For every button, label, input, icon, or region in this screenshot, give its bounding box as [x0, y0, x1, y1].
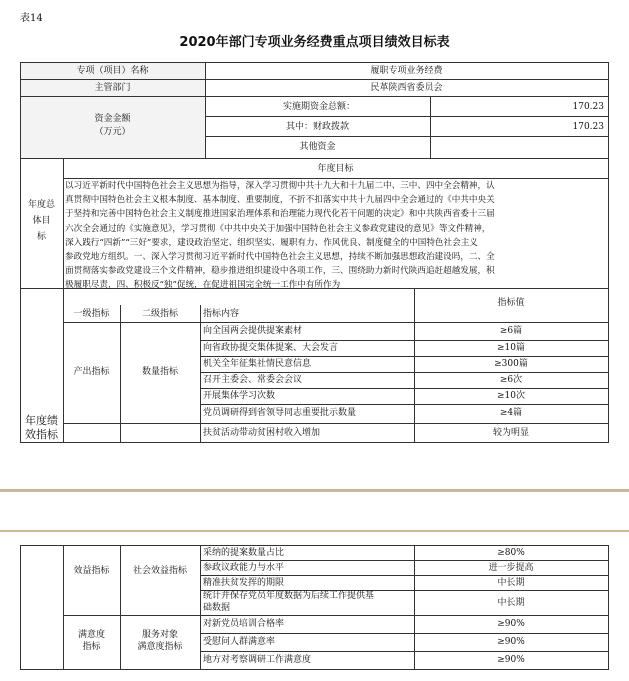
indicator-value: ≥90% — [497, 655, 525, 665]
service-satisfaction-label: 服务对象 满意度指标 — [137, 630, 183, 652]
indicator-content: 机关全年征集社情民意信息 — [203, 359, 312, 369]
fund-fiscal-label: 其中：财政拨款 — [285, 122, 349, 132]
indicator-content: 向全国两会提供提案素材 — [203, 326, 303, 336]
indicator-content: 受慰问人群满意率 — [203, 637, 276, 647]
indicator-value: ≥80% — [497, 548, 525, 558]
indicator-content: 地方对考察调研工作满意度 — [203, 655, 312, 665]
fund-total-value: 170.23 — [572, 102, 604, 112]
indicator-value: ≥90% — [497, 619, 525, 629]
indicator-value: ≥10次 — [497, 391, 525, 401]
annual-goal-side-label: 年度总 体目 标 — [27, 200, 55, 242]
benefit-indicator-label: 效益指标 — [73, 566, 110, 576]
indicator-content: 开展集体学习次数 — [203, 391, 276, 401]
indicator-value: ≥10篇 — [497, 343, 525, 353]
satisfaction-indicator-label: 满意度 指标 — [77, 630, 105, 652]
dept-label: 主管部门 — [94, 83, 131, 93]
indicator-value: 进一步提高 — [488, 563, 534, 573]
indicator-content: 采纳的提案数量占比 — [203, 548, 285, 558]
indicator-value: ≥6次 — [499, 375, 523, 385]
page-title: 2020年部门专项业务经费重点项目绩效目标表 — [179, 35, 450, 50]
indicator-content: 向省政协提交集体提案、大会发言 — [203, 343, 339, 353]
col-header-level2: 二级指标 — [141, 309, 178, 319]
fund-label: 资金金额 — [94, 114, 131, 124]
indicator-content: 扶贫活动带动贫困村收入增加 — [203, 428, 321, 438]
dept-value: 民革陕西省委员会 — [370, 83, 443, 93]
project-name-label: 专项（项目）名称 — [76, 66, 149, 76]
fund-fiscal-value: 170.23 — [572, 122, 604, 132]
table-number: 表14 — [20, 13, 43, 24]
page-break-rule — [0, 489, 629, 492]
project-name-value: 履职专项业务经费 — [370, 66, 443, 76]
page-break-rule — [0, 530, 629, 532]
indicator-value: ≥4篇 — [499, 408, 523, 418]
fund-other-label: 其他资金 — [299, 142, 336, 152]
indicator-value: 中长期 — [497, 578, 525, 588]
indicator-content: 参政议政能力与水平 — [203, 563, 285, 573]
col-header-value: 指标值 — [497, 298, 525, 308]
annual-goal-text: 以习近平新时代中国特色社会主义思想为指导，深入学习贯彻中共十九大和十九届二中、三中、四中全会精神，认 真贯彻中国特色社会主义根本制度、基本制度、重要制度，不折不扣落实中共十九届四中全会通过的《中共中央关 于坚持和完善中国特色社会主义制度推进国家治理体系和治理能力现代化若干问题的决定》和中共陕西省委十三届 六次全会通过的《实施意见》，学习贯彻《中共中央关于加强中国特色社会主义参政党建设的意见》等文件精神， 深入践行“四新”“三好”要求，建设政治坚定、组织坚实、履职有力、作风优良、制度健全的中国特色社会主义 参政党地方组织。一、深入学习贯彻习近平新时代中国特色社会主义思想，持续不断加强思想政治建设吗，二、全 面贯彻落实参政党建设三个文件精神，稳步推进组织建设中各项工作，三、围绕助力新时代陕西追赶超越发展，积 极履职尽责，四、积极反“独”促统，在促进祖国完全统一工作中有所作为 — [65, 181, 495, 291]
quantity-indicator-label: 数量指标 — [141, 367, 178, 377]
fund-unit-label: （万元） — [94, 127, 131, 137]
social-benefit-label: 社会效益指标 — [132, 566, 187, 576]
indicator-value: ≥300篇 — [494, 359, 528, 369]
output-indicator-label: 产出指标 — [73, 367, 110, 377]
indicator-content: 对新党员培训合格率 — [203, 619, 285, 629]
indicators-side-label: 年度绩 效指标 — [25, 414, 58, 441]
indicator-value: ≥90% — [497, 637, 525, 647]
fund-total-label: 实施期资金总额： — [282, 102, 355, 112]
indicator-value: ≥6篇 — [499, 326, 523, 336]
indicator-content: 召开主委会、常委会会议 — [203, 375, 303, 385]
indicator-content: 党员调研得到省领导同志重要批示数量 — [203, 408, 357, 418]
annual-goal-header: 年度目标 — [317, 164, 354, 174]
indicator-content: 统计并保存党员年度数据为后续工作提供基 础数据 — [203, 591, 375, 613]
indicator-value: 中长期 — [497, 598, 525, 608]
col-header-content: 指标内容 — [203, 309, 240, 319]
indicator-value: 较为明显 — [492, 428, 529, 438]
indicator-content: 精准扶贫发挥的期限 — [203, 578, 285, 588]
page-break-gap — [0, 487, 629, 533]
col-header-level1: 一级指标 — [73, 309, 110, 319]
